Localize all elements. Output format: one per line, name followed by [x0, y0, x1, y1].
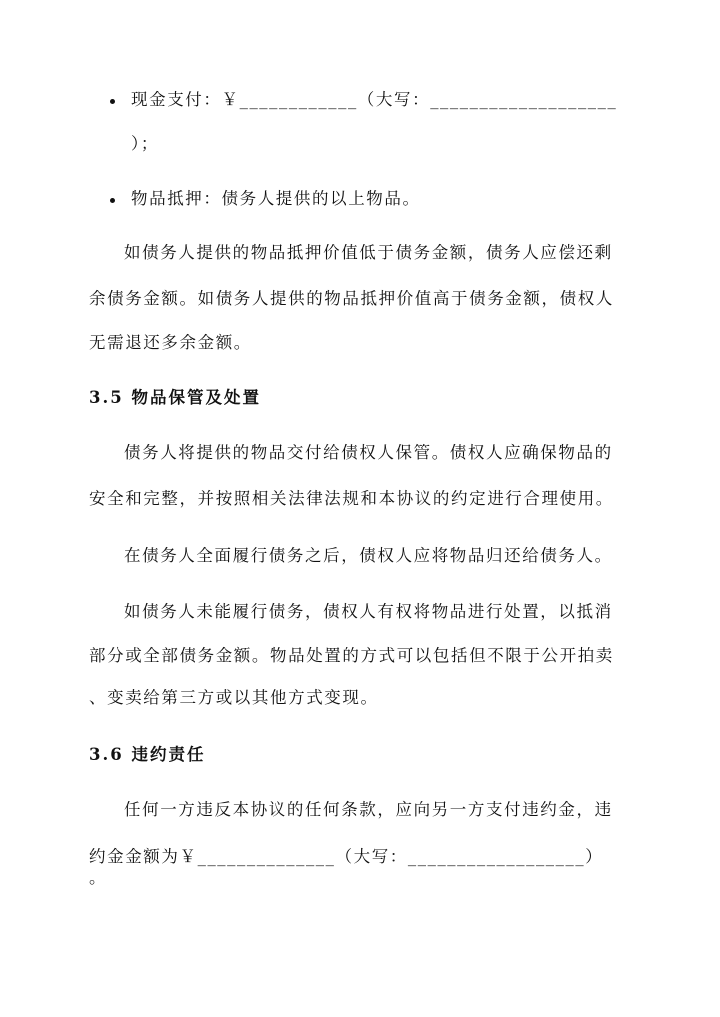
- section-heading-3-5: 3.5 物品保管及处置: [89, 388, 261, 407]
- paragraph-line: 债务人将提供的物品交付给债权人保管。债权人应确保物品的: [124, 443, 613, 462]
- paragraph-line: 如债务人未能履行债务，债权人有权将物品进行处置，以抵消: [124, 602, 613, 621]
- paragraph-line: 约金金额为￥______________（大写：__________________）: [89, 847, 604, 866]
- paragraph-line: 安全和完整，并按照相关法律法规和本协议的约定进行合理使用。: [89, 489, 614, 508]
- section-heading-3-6: 3.6 违约责任: [89, 745, 206, 764]
- paragraph-line: 任何一方违反本协议的任何条款，应向另一方支付违约金，违: [124, 800, 613, 819]
- list-item-cash-payment-cont: ）；: [131, 134, 159, 153]
- list-item-cash-payment: 现金支付：￥____________（大写：___________________: [131, 90, 618, 109]
- paragraph-line: 在债务人全面履行债务之后，债权人应将物品归还给债务人。: [124, 546, 613, 565]
- paragraph-line: 、变卖给第三方或以其他方式变现。: [89, 688, 379, 707]
- paragraph-line: 如债务人提供的物品抵押价值低于债务金额，债务人应偿还剩: [124, 243, 613, 262]
- paragraph-line: 无需退还多余金额。: [89, 333, 252, 352]
- list-bullet: [110, 198, 115, 203]
- paragraph-line: 部分或全部债务金额。物品处置的方式可以包括但不限于公开拍卖: [89, 646, 614, 665]
- paragraph-line: 余债务金额。如债务人提供的物品抵押价值高于债务金额，债权人: [89, 289, 614, 308]
- list-bullet: [110, 99, 115, 104]
- paragraph-line: 。: [89, 868, 108, 887]
- list-item-collateral: 物品抵押：债务人提供的以上物品。: [131, 189, 421, 208]
